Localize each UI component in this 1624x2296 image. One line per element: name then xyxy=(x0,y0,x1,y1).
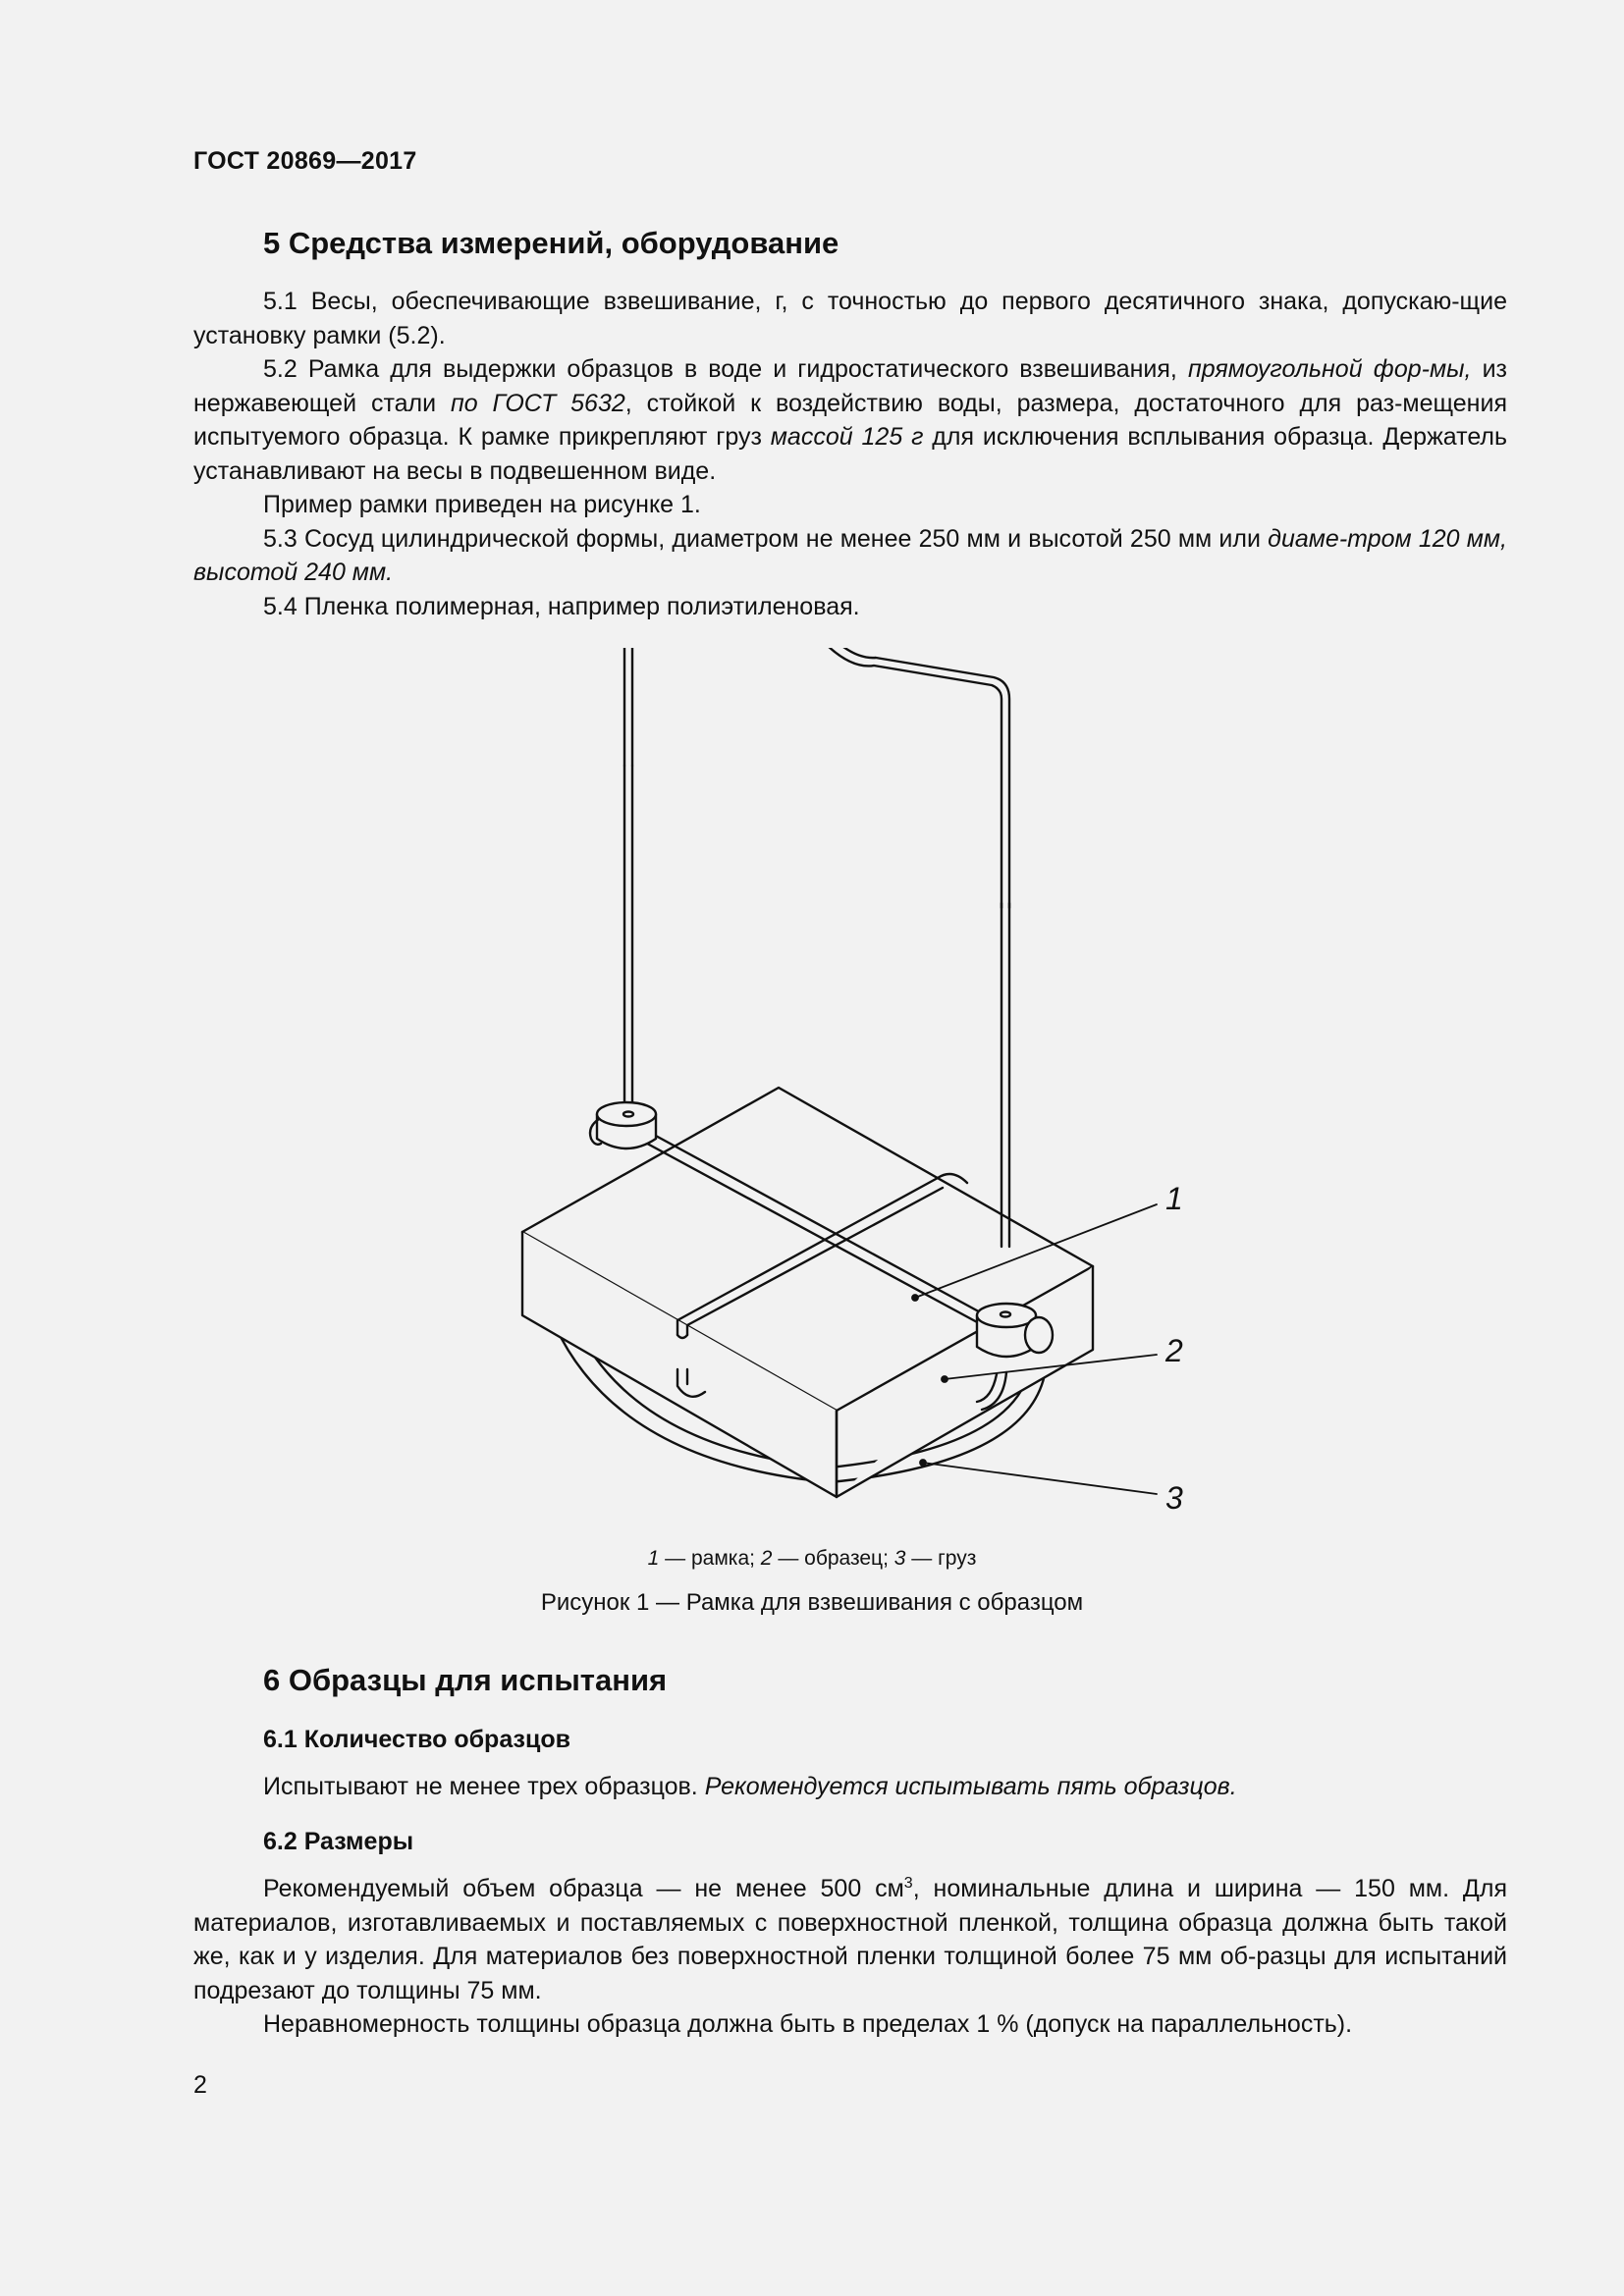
label-2: 2 xyxy=(1165,1333,1183,1368)
paragraph-example: Пример рамки приведен на рисунке 1. xyxy=(263,491,701,518)
paragraph-5-4: 5.4 Пленка полимерная, например полиэтиленовая. xyxy=(263,592,860,620)
sample-block xyxy=(522,1088,1093,1497)
section-5-body xyxy=(193,285,1507,623)
clamp-right xyxy=(977,1304,1053,1357)
figure-frame-with-sample xyxy=(481,648,1227,1531)
label-1: 1 xyxy=(1165,1181,1183,1216)
paragraph-6-2-thickness: Неравномерность толщины образца должна быть в пределах 1 % (допуск на параллельность). xyxy=(263,2010,1353,2038)
section-5-title: 5 Средства измерений, оборудование xyxy=(263,226,839,260)
document-header: ГОСТ 20869—2017 xyxy=(193,147,417,175)
clamp-left xyxy=(590,1102,656,1148)
paragraph-5-3: 5.3 Сосуд цилиндрической формы, диаметром не менее 250 мм и высотой 250 мм или диаме-тром 120 мм, высотой 240 мм. xyxy=(193,524,1507,586)
page-number: 2 xyxy=(193,2071,207,2099)
paragraph-5-1: 5.1 Весы, обеспечивающие взвешивание, г, с точностью до первого десятичного знака, допускаю-щие установку рамки (5.2). xyxy=(193,288,1507,349)
section-6-title: 6 Образцы для испытания xyxy=(263,1663,668,1697)
paragraph-6-2-size: Рекомендуемый объем образца — не менее 500 $см^3$, номинальные длина и ширина — 150 мм. Для материалов, изготавливаемых и поставляемых с поверхностной пленкой, толщина образца должна быть такой же, как и у изделия. Для материалов без поверхностной пленки толщиной более 75 мм об-разцы для испытаний подрезают до толщины 75 мм. xyxy=(193,1875,1507,2004)
subsection-6-1-title: 6.1 Количество образцов xyxy=(263,1726,570,1753)
subsection-6-1-body: Испытывают не менее трех образцов. Рекомендуется испытывать пять образцов. xyxy=(263,1773,1237,1800)
figure-legend: 1 — рамка; 2 — образец; 3 — груз xyxy=(647,1547,977,1570)
subsection-6-2-body xyxy=(193,1872,1507,2042)
subsection-6-2-title: 6.2 Размеры xyxy=(263,1828,414,1855)
paragraph-5-2: 5.2 Рамка для выдержки образцов в воде и гидростатического взвешивания, прямоугольной фор-мы, из нержавеющей стали по ГОСТ 5632, стойкой к воздействию воды, размера, достаточного для раз-мещения испытуемого образца. К рамке прикрепляют груз массой 125 г для исключения всплывания образца. Держатель устанавливают на весы в подвешенном виде. xyxy=(193,355,1508,485)
figure-caption: Рисунок 1 — Рамка для взвешивания с образцом xyxy=(540,1589,1084,1616)
label-3: 3 xyxy=(1165,1480,1183,1516)
